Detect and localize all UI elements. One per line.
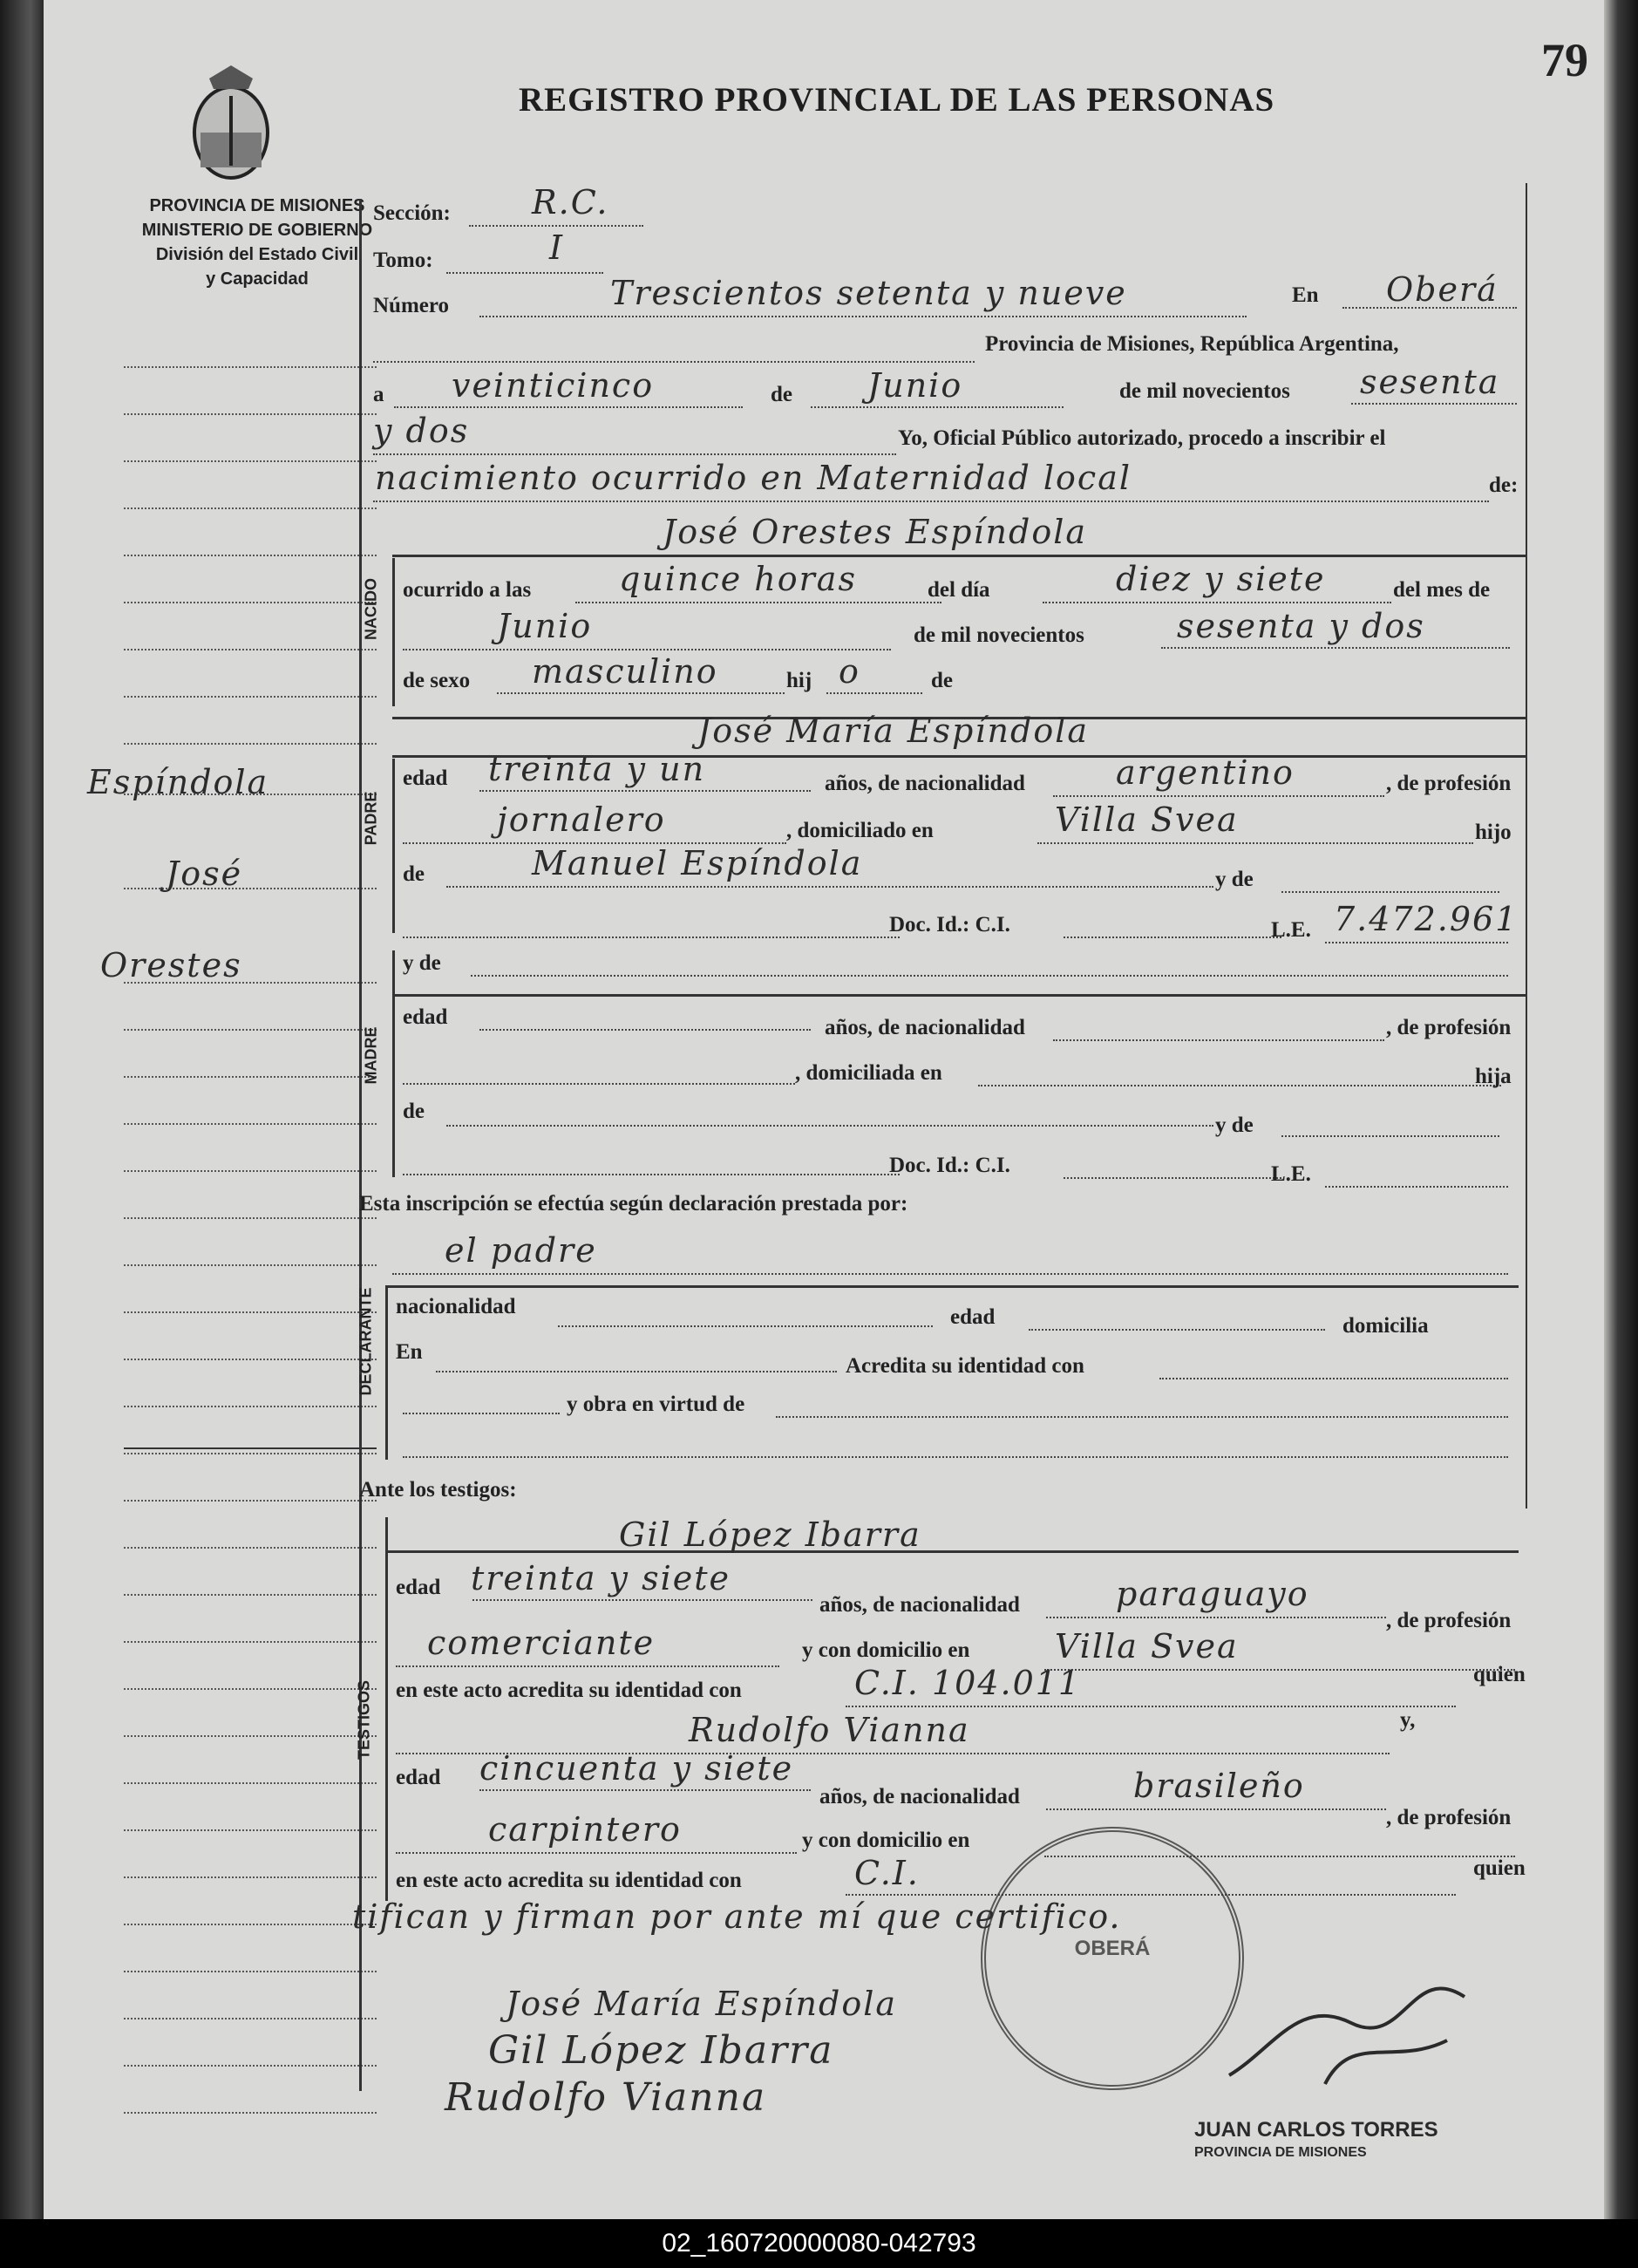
madre-nac-label: años, de nacionalidad [825, 1016, 1025, 1039]
coat-of-arms-icon [183, 61, 279, 183]
t1-acredita-label: en este acto acredita su identidad con [396, 1679, 742, 1702]
testigo1-nombre: Gil López Ibarra [619, 1515, 921, 1554]
hora-value: quince horas [619, 560, 857, 598]
declarante-dom-label: domicilia [1342, 1314, 1429, 1338]
ante-testigos-label: Ante los testigos: [359, 1478, 517, 1502]
declarante-acredita-label: Acredita su identidad con [846, 1354, 1084, 1378]
madre-de-label: de [403, 1100, 425, 1123]
madre-doc-label: Doc. Id.: C.I. [889, 1154, 1010, 1177]
padre-edad-value: treinta y un [488, 750, 706, 788]
del-dia-label: del día [928, 578, 990, 602]
signature-1: José María Espíndola [506, 1985, 898, 2023]
t2-quien-label: quien [1473, 1856, 1526, 1880]
testigo2-nombre: Rudolfo Vianna [689, 1711, 970, 1749]
en-label: En [1292, 283, 1319, 307]
madre-edad-label: edad [403, 1005, 448, 1029]
padre-section-label: PADRE [362, 791, 380, 846]
padre-le-label: L.E. [1271, 918, 1311, 942]
t2-edad-value: cincuenta y siete [479, 1749, 794, 1788]
t2-acredita-label: en este acto acredita su identidad con [396, 1869, 742, 1892]
mes-value: Junio [867, 366, 963, 405]
madre-dom-label: , domiciliada en [795, 1061, 942, 1085]
official-signature-icon [1220, 1944, 1482, 2101]
t1-dom-value: Villa Svea [1055, 1627, 1239, 1665]
nacimiento-value: nacimiento ocurrido en Maternidad local [375, 459, 1132, 497]
sexo-value: masculino [532, 652, 718, 691]
padre-doc-label: Doc. Id.: C.I. [889, 913, 1010, 936]
official-name: JUAN CARLOS TORRES [1194, 2118, 1438, 2142]
t2-nac-label: años, de nacionalidad [819, 1785, 1020, 1808]
obra-label: y obra en virtud de [567, 1393, 745, 1416]
dia-nac-value: diez y siete [1116, 560, 1326, 598]
page-title: REGISTRO PROVINCIAL DE LAS PERSONAS [519, 81, 1275, 119]
t1-edad-label: edad [396, 1576, 441, 1599]
t1-nac-value: paraguayo [1116, 1575, 1309, 1613]
t2-dom-label: y con domicilio en [802, 1829, 970, 1852]
dia-value: veinticinco [452, 366, 655, 405]
padre-dom-label: , domiciliado en [786, 819, 934, 842]
a-label: a [373, 383, 384, 406]
stamp-center: OBERÁ [1074, 1937, 1151, 1960]
padre-y-de-label: y de [1215, 868, 1254, 891]
padre-dom-value: Villa Svea [1055, 800, 1239, 839]
padre-prof-label: , de profesión [1386, 772, 1512, 795]
declarante-en-label: En [396, 1340, 423, 1364]
inscripcion-label: Esta inscripción se efectúa según declaración prestada por: [359, 1192, 908, 1216]
page-number: 79 [1541, 34, 1588, 86]
anio-nac-value: sesenta y dos [1177, 607, 1425, 645]
tomo-label: Tomo: [373, 249, 433, 272]
official-province: PROVINCIA DE MISIONES [1194, 2145, 1367, 2160]
province-block [113, 194, 401, 291]
padre-padre-value: Manuel Espíndola [532, 844, 863, 882]
padre-nac-label: años, de nacionalidad [825, 772, 1025, 795]
madre-y-de2-label: y de [1215, 1114, 1254, 1137]
del-mes-label: del mes de [1393, 578, 1491, 602]
de-label: de [771, 383, 792, 406]
form-border [359, 199, 362, 2091]
sidebar-middle-name: Orestes [100, 946, 242, 984]
t2-doc-value: C.I. [854, 1854, 920, 1892]
testigos-section-label: TESTIGOS [355, 1680, 373, 1761]
de-colon-label: de: [1489, 473, 1519, 497]
sexo-label: de sexo [403, 669, 471, 692]
declarante-edad-label: edad [950, 1305, 996, 1329]
t1-dom-label: y con domicilio en [802, 1638, 970, 1662]
numero-label: Número [373, 294, 450, 317]
de-mil-label: de mil novecientos [1119, 379, 1290, 403]
form-right-border [1526, 183, 1527, 1509]
seccion-label: Sección: [373, 201, 451, 225]
anio-value: sesenta [1360, 363, 1500, 401]
declarante-nac-label: nacionalidad [396, 1295, 516, 1318]
t1-nac-label: años, de nacionalidad [819, 1593, 1020, 1617]
padre-nac-value: argentino [1116, 753, 1295, 792]
numero-value: Trescientos setenta y nueve [610, 274, 1127, 312]
hij-label: hij [786, 669, 812, 692]
sidebar-first-name: José [166, 855, 243, 893]
t2-edad-label: edad [396, 1766, 441, 1789]
ministry-name: MINISTERIO DE GOBIERNO [141, 221, 373, 240]
de2-label: de [931, 669, 953, 692]
madre-y-de-label: y de [403, 951, 441, 975]
closing-text: tifican y firman por ante mí que certifico. [352, 1897, 1122, 1936]
signature-2: Gil López Ibarra [488, 2028, 834, 2073]
document-page [44, 0, 1604, 2219]
footer-id: 02_160720000080-042793 [0, 2219, 1638, 2268]
book-binding [0, 0, 44, 2219]
padre-de-label: de [403, 862, 425, 886]
hija-label: hija [1475, 1065, 1512, 1088]
ocurrido-label: ocurrido a las [403, 578, 532, 602]
province-name: PROVINCIA DE MISIONES [149, 196, 365, 215]
de-mil2-label: de mil novecientos [914, 623, 1084, 647]
signature-3: Rudolfo Vianna [445, 2075, 767, 2120]
declarante-value: el padre [445, 1231, 597, 1270]
official-block [1194, 2119, 1438, 2164]
madre-section-label: MADRE [362, 1026, 380, 1085]
padre-nombre: José María Espíndola [697, 712, 1090, 750]
t2-nac-value: brasileño [1133, 1767, 1305, 1805]
t2-prof-value: carpintero [488, 1810, 682, 1849]
sidebar-surname: Espíndola [87, 763, 269, 801]
t1-prof-label: , de profesión [1386, 1609, 1512, 1632]
tomo-value: I [549, 228, 565, 267]
nacido-nombre: José Orestes Espíndola [663, 513, 1088, 551]
nacido-section-label: NACIDO [362, 578, 380, 640]
anio-value-cont: y dos [373, 412, 470, 450]
provincia-label: Provincia de Misiones, República Argentina, [985, 332, 1399, 356]
t1-doc-value: C.I. 104.011 [854, 1664, 1082, 1702]
padre-edad-label: edad [403, 766, 448, 790]
mes-nac-value: Junio [497, 607, 593, 645]
padre-le-value: 7.472.961 [1334, 900, 1519, 938]
lugar-value: Oberá [1386, 270, 1499, 309]
hij-value: o [839, 652, 860, 691]
seccion-value: R.C. [532, 183, 609, 221]
hijo-label: hijo [1475, 821, 1512, 844]
declarante-section-label: DECLARANTE [357, 1287, 375, 1396]
page-edge [1604, 0, 1638, 2219]
madre-le-label: L.E. [1271, 1162, 1311, 1186]
division-subname: y Capacidad [206, 269, 309, 289]
t1-prof-value: comerciante [427, 1624, 656, 1662]
padre-prof-value: jornalero [497, 800, 666, 839]
division-name: División del Estado Civil [155, 245, 359, 264]
t2-prof-label: , de profesión [1386, 1806, 1512, 1829]
y-coma-label: y, [1400, 1708, 1416, 1732]
t1-edad-value: treinta y siete [471, 1559, 731, 1597]
yo-label: Yo, Oficial Público autorizado, procedo a inscribir el [898, 426, 1386, 450]
official-stamp [981, 1827, 1244, 2090]
t1-quien-label: quien [1473, 1663, 1526, 1686]
madre-prof-label: , de profesión [1386, 1016, 1512, 1039]
